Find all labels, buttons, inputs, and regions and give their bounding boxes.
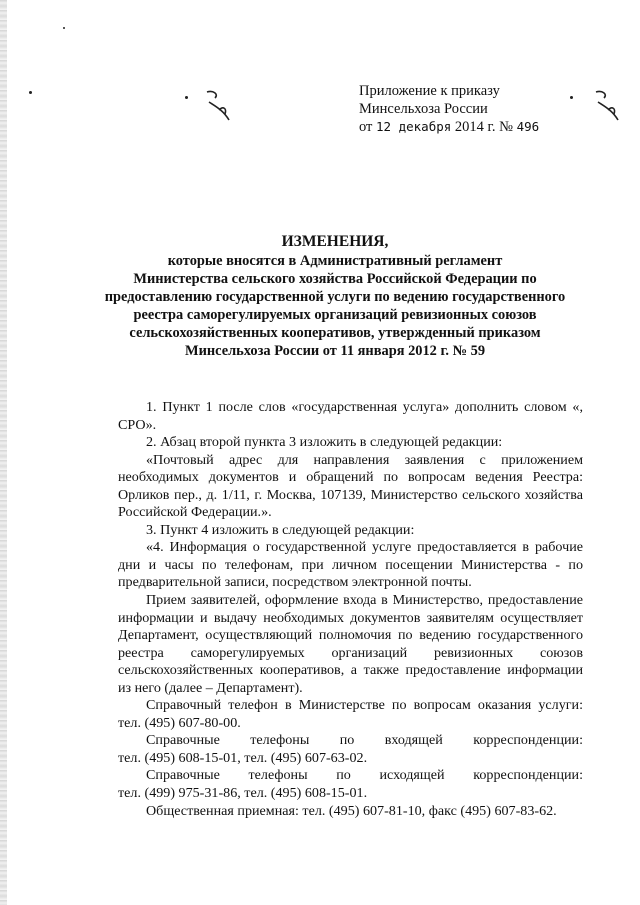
- header-line-2: Минсельхоза России: [359, 101, 488, 117]
- date-year: 2014 г. №: [454, 119, 513, 135]
- paragraph-6: Прием заявителей, оформление входа в Министерство, предоставление информации и выдачу необходимых документов заявителям осуществляет Департамент, осуществляющий полномочия по ведению государственного реестра саморегулируемых организаций ревизионных союзов сельскохозяйственных кооперативов, а также предоставление информации из него (далее – Департамент).: [118, 592, 583, 696]
- date-prefix: от: [359, 119, 373, 135]
- scan-speck: [29, 91, 32, 94]
- paragraph-4: 3. Пункт 4 изложить в следующей редакции:: [146, 521, 415, 538]
- date-day-month: 12 декабря: [376, 119, 452, 134]
- header-line-1: Приложение к приказу: [359, 83, 500, 99]
- paragraph-7: Справочный телефон в Министерстве по вопросам оказания услуги: тел. (495) 607-80-00.: [118, 697, 583, 731]
- title-line: Минсельхоза России от 11 января 2012 г. № 59: [184, 343, 486, 359]
- scan-speck: [63, 27, 65, 29]
- title-line: предоставлению государственной услуги по ведению государственного: [104, 289, 566, 305]
- document-title: [90, 233, 580, 360]
- header-date-line: [359, 118, 609, 136]
- paragraph-8-line-2: тел. (495) 608-15-01, тел. (495) 607-63-02.: [118, 749, 368, 766]
- paragraph-10: Общественная приемная: тел. (495) 607-81-10, факс (495) 607-83-62.: [146, 802, 557, 819]
- title-line: сельскохозяйственных кооперативов, утвержденный приказом: [129, 325, 541, 341]
- paragraph-9-line-2: тел. (499) 975-31-86, тел. (495) 608-15-01.: [118, 785, 368, 802]
- document-body: [118, 399, 583, 820]
- approval-header: [359, 82, 609, 136]
- scan-speck: [185, 96, 188, 99]
- title-line: реестра саморегулируемых организаций ревизионных союзов: [133, 307, 537, 323]
- title-line: которые вносятся в Административный регламент: [167, 253, 503, 269]
- scan-edge-artifact: [0, 0, 7, 905]
- paragraph-9-line-1: Справочные телефоны по исходящей корреспонденции:: [146, 767, 583, 784]
- title-heading: ИЗМЕНЕНИЯ,: [281, 233, 389, 250]
- paragraph-3: «Почтовый адрес для направления заявления с приложением необходимых документов и обращений по вопросам ведения Реестра: Орликов пер., д. 1/11, г. Москва, 107139, Министерство сельского хозяйства Российской Федерации.».: [118, 451, 583, 521]
- title-line: Министерства сельского хозяйства Российской Федерации по: [133, 271, 537, 287]
- order-number: 496: [516, 119, 540, 134]
- paragraph-5: «4. Информация о государственной услуге предоставляется в рабочие дни и часы по телефонам, при личном посещении Министерства - по предварительной записи, посредством электронной почты.: [118, 539, 583, 591]
- handwritten-mark: [201, 88, 235, 124]
- paragraph-1: 1. Пункт 1 после слов «государственная услуга» дополнить словом «, СРО».: [118, 399, 583, 433]
- paragraph-8-line-1: Справочные телефоны по входящей корреспонденции:: [146, 732, 583, 749]
- paragraph-2: 2. Абзац второй пункта 3 изложить в следующей редакции:: [146, 434, 503, 451]
